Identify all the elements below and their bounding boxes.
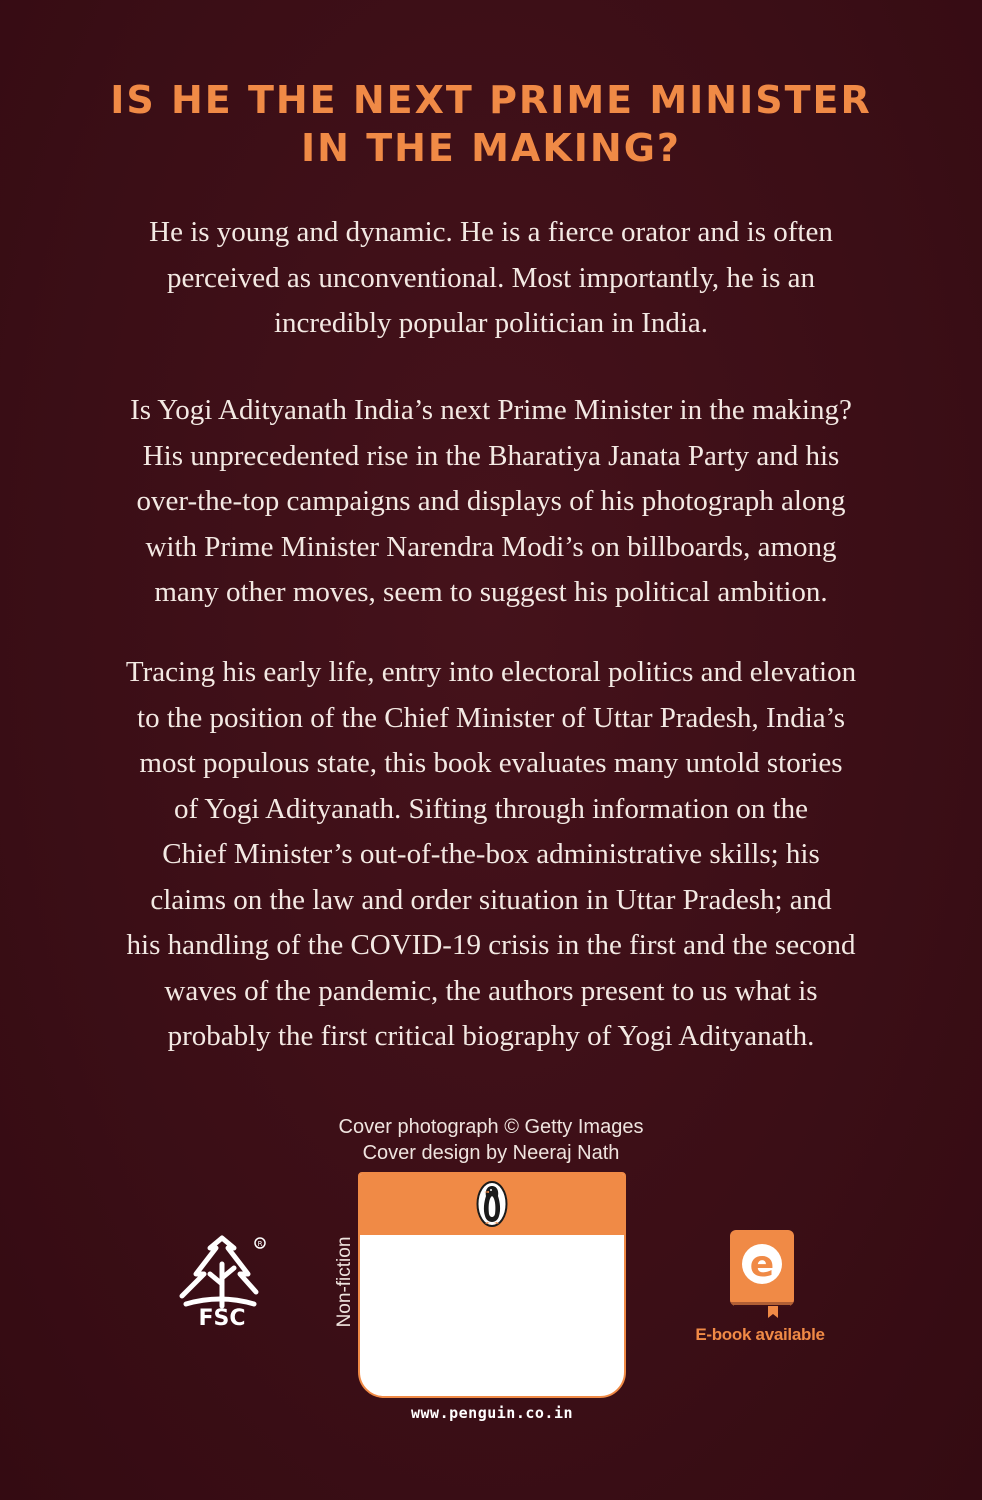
text-line: perceived as unconventional. Most importantly, he is an [166, 261, 816, 294]
text-line: Chief Minister’s out-of-the-box administrative skills; his [162, 838, 820, 870]
text-line: incredibly popular politician in India. [273, 307, 709, 339]
svg-text:e: e [749, 1244, 775, 1285]
text-line: Is Yogi Adityanath India’s next Prime Minister in the making? [130, 394, 852, 426]
text-line: waves of the pandemic, the authors present to us what is [164, 974, 818, 1007]
headline-line-1: IS HE THE NEXT PRIME MINISTER [110, 78, 872, 122]
svg-text:R: R [257, 1240, 263, 1248]
text-line: to the position of the Chief Minister of Uttar Pradesh, India’s [137, 701, 845, 734]
penguin-barcode-box [358, 1172, 626, 1398]
ebook-icon [728, 1228, 796, 1318]
text-line: many other moves, seem to suggest his political ambition. [154, 576, 828, 608]
text-line: claims on the law and order situation in Uttar Pradesh; and [150, 883, 832, 916]
text-line: over-the-top campaigns and displays of his photograph along [136, 485, 846, 517]
category-text: Non-fiction [334, 1236, 355, 1328]
paragraph-question [80, 388, 902, 616]
text-line: He is young and dynamic. He is a fierce orator and is often [149, 216, 833, 248]
text-line: of Yogi Adityanath. Sifting through information on the [174, 792, 808, 825]
paragraph-summary [80, 650, 902, 1060]
publisher-url: www.penguin.co.in [410, 1404, 574, 1422]
text-line: Tracing his early life, entry into electoral politics and elevation [125, 656, 857, 688]
text-line: his handling of the COVID-19 crisis in the first and the second [126, 929, 856, 961]
headline-line-2: IN THE MAKING? [301, 126, 681, 170]
paragraph-intro [80, 210, 902, 347]
fsc-label: FSC [198, 1306, 246, 1331]
text-line: probably the first critical biography of Yogi Adityanath. [167, 1020, 815, 1052]
text-line: most populous state, this book evaluates many untold stories [139, 747, 843, 779]
text-line: His unprecedented rise in the Bharatiya Janata Party and his [142, 439, 840, 472]
text-line: with Prime Minister Narendra Modi’s on billboards, among [145, 530, 837, 563]
penguin-band [360, 1174, 624, 1235]
penguin-logo-icon [476, 1180, 508, 1228]
ebook-available-label: E-book available [695, 1325, 825, 1344]
photo-credit: Cover photograph © Getty Images [338, 1116, 644, 1138]
design-credit: Cover design by Neeraj Nath [362, 1142, 620, 1164]
